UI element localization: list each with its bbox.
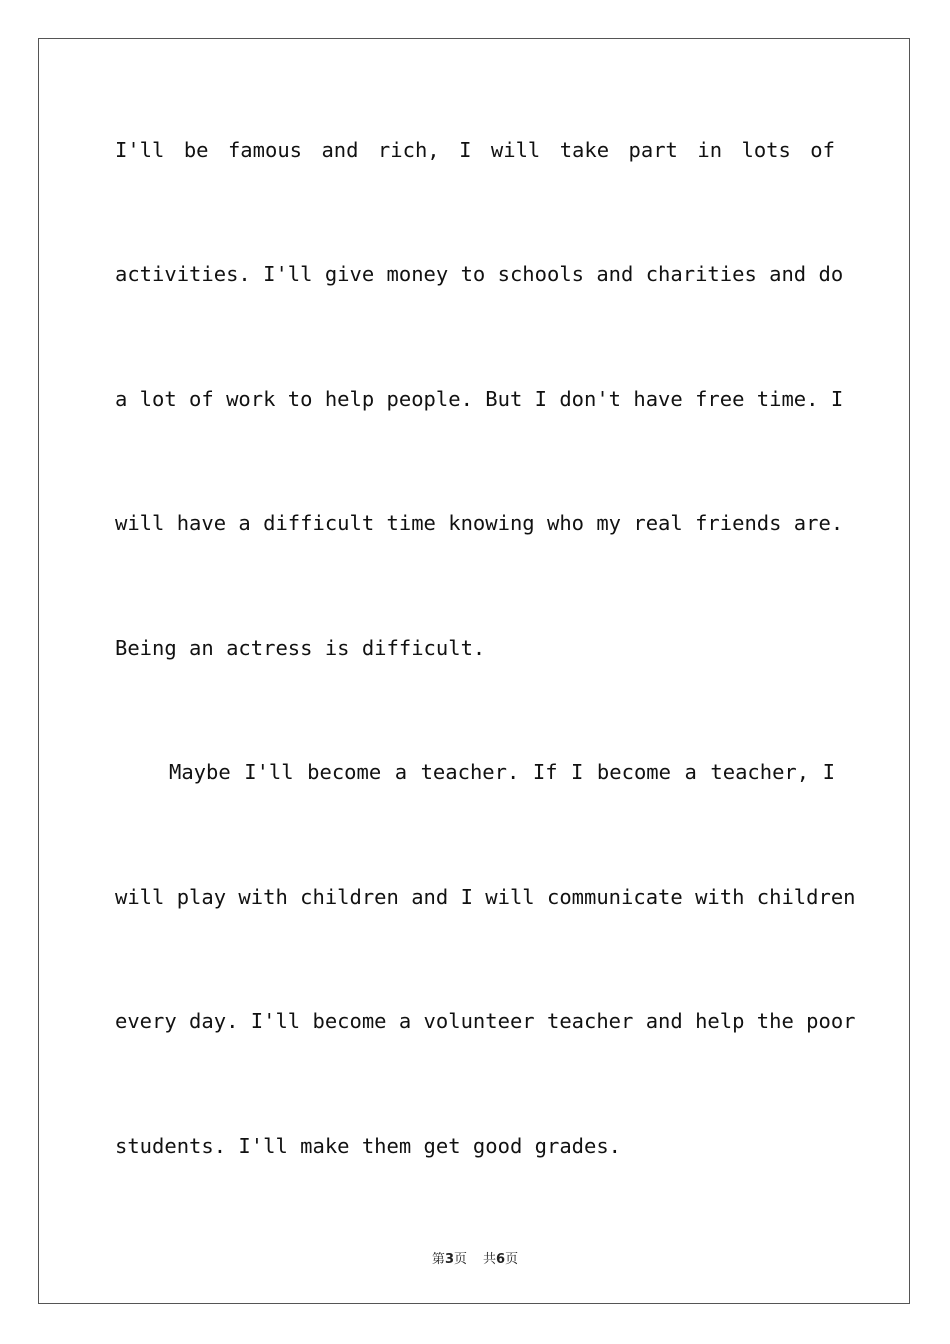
body-text-line: Being an actress is difficult.	[115, 636, 486, 660]
body-text-line: will have a difficult time knowing who my real friends are.	[115, 511, 844, 535]
body-text-line: a lot of work to help people. But I don't have free time. I	[115, 387, 844, 411]
body-text-line: students. I'll make them get good grades.	[115, 1134, 622, 1158]
body-text-line: activities. I'll give money to schools and charities and do	[115, 262, 844, 286]
page-border	[38, 38, 910, 1304]
total-pages: 共6页	[483, 1252, 519, 1267]
body-text-line: every day. I'll become a volunteer teacher and help the poor	[115, 1009, 856, 1033]
page-number: 第3页	[431, 1252, 467, 1267]
body-text-line: I'll be famous and rich, I will take part in lots of	[115, 138, 835, 162]
page-footer	[0, 1248, 950, 1267]
paragraph-first-line: Maybe I'll become a teacher. If I become a teacher, I	[169, 760, 835, 784]
body-text-line: will play with children and I will communicate with children	[115, 885, 856, 909]
